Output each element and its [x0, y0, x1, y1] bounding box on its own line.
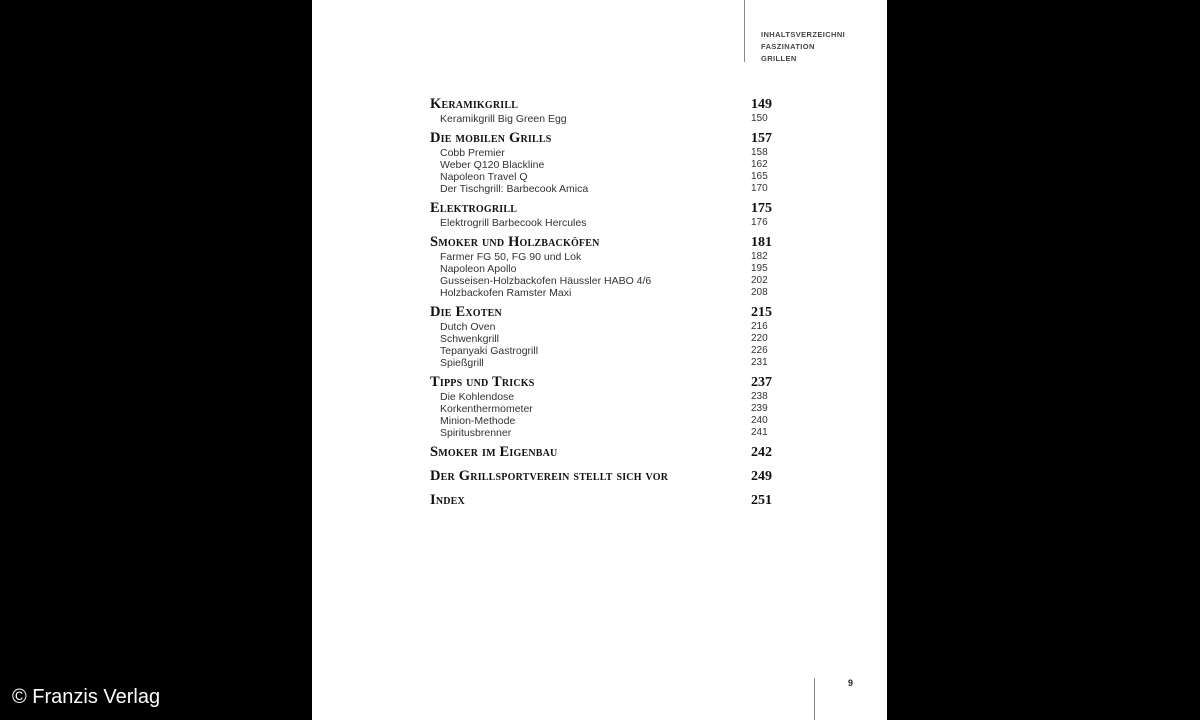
- entry-page-number: 239: [751, 403, 768, 414]
- section-title: Die mobilen Grills: [430, 130, 552, 146]
- entry-title: Napoleon Apollo: [440, 263, 517, 275]
- toc-entry: [430, 391, 775, 403]
- entry-title: Dutch Oven: [440, 321, 496, 333]
- toc-entry: [430, 183, 775, 195]
- toc-section: [430, 304, 775, 369]
- entry-title: Minion-Methode: [440, 415, 516, 427]
- entry-title: Cobb Premier: [440, 147, 505, 159]
- toc-entry: [430, 415, 775, 427]
- entry-title: Elektrogrill Barbecook Hercules: [440, 217, 587, 229]
- toc-section-heading: [430, 444, 775, 461]
- entry-title: Der Tischgrill: Barbecook Amica: [440, 183, 589, 195]
- toc-section: [430, 200, 775, 229]
- entry-page-number: 182: [751, 251, 768, 262]
- entry-page-number: 240: [751, 415, 768, 426]
- running-head-line: INHALTSVERZEICHNI: [761, 30, 846, 39]
- toc-entry: [430, 113, 775, 125]
- toc-entry: [430, 427, 775, 439]
- entry-title: Gusseisen-Holzbackofen Häussler HABO 4/6: [440, 275, 652, 287]
- entry-title: Keramikgrill Big Green Egg: [440, 113, 567, 125]
- entry-page-number: 158: [751, 147, 768, 158]
- toc-entry: [430, 147, 775, 159]
- toc-entry: [430, 275, 775, 287]
- entry-title: Schwenkgrill: [440, 333, 499, 345]
- toc-entry: [430, 333, 775, 345]
- toc-section: [430, 374, 775, 439]
- section-page-number: 242: [751, 445, 772, 460]
- entry-page-number: 241: [751, 427, 768, 438]
- entry-page-number: 226: [751, 345, 768, 356]
- section-page-number: 175: [751, 201, 772, 216]
- toc-section-heading: [430, 234, 775, 251]
- toc-section-heading: [430, 374, 775, 391]
- entry-title: Napoleon Travel Q: [440, 171, 528, 183]
- entry-title: Korkenthermometer: [440, 403, 533, 415]
- entry-title: Farmer FG 50, FG 90 und Lok: [440, 251, 582, 263]
- toc-section-heading: [430, 96, 775, 113]
- entry-title: Spießgrill: [440, 357, 484, 369]
- section-title: Die Exoten: [430, 304, 502, 320]
- toc-section-heading: [430, 304, 775, 321]
- entry-page-number: 150: [751, 113, 768, 124]
- section-title: Tipps und Tricks: [430, 374, 535, 390]
- section-title: Keramikgrill: [430, 96, 519, 112]
- section-page-number: 149: [751, 97, 772, 112]
- page-number: 9: [848, 678, 854, 688]
- section-page-number: 181: [751, 235, 772, 250]
- toc-section-heading: [430, 130, 775, 147]
- section-page-number: 251: [751, 493, 772, 508]
- entry-page-number: 162: [751, 159, 768, 170]
- entry-page-number: 220: [751, 333, 768, 344]
- section-page-number: 249: [751, 469, 772, 484]
- section-page-number: 215: [751, 305, 772, 320]
- section-title: Elektrogrill: [430, 200, 518, 216]
- toc-entry: [430, 287, 775, 299]
- table-of-contents: [430, 96, 775, 516]
- toc-section-heading: [430, 468, 775, 485]
- section-title: Der Grillsportverein stellt sich vor: [430, 468, 669, 484]
- toc-section: [430, 492, 775, 509]
- entry-page-number: 195: [751, 263, 768, 274]
- running-head: [761, 29, 845, 65]
- entry-page-number: 165: [751, 171, 768, 182]
- section-page-number: 237: [751, 375, 772, 390]
- running-head-line: GRILLEN: [761, 54, 797, 63]
- toc-entry: [430, 345, 775, 357]
- entry-page-number: 202: [751, 275, 768, 286]
- toc-section: [430, 130, 775, 195]
- toc-section-heading: [430, 200, 775, 217]
- copyright-notice: © Franzis Verlag: [12, 686, 161, 708]
- section-title: Smoker und Holzbacköfen: [430, 234, 600, 250]
- entry-page-number: 216: [751, 321, 768, 332]
- toc-entry: [430, 251, 775, 263]
- entry-title: Holzbackofen Ramster Maxi: [440, 287, 572, 299]
- entry-page-number: 231: [751, 357, 768, 368]
- entry-page-number: 176: [751, 217, 768, 228]
- section-title: Index: [430, 492, 465, 508]
- toc-entry: [430, 159, 775, 171]
- entry-title: Spiritusbrenner: [440, 427, 512, 439]
- entry-page-number: 238: [751, 391, 768, 402]
- toc-entry: [430, 171, 775, 183]
- toc-entry: [430, 217, 775, 229]
- toc-entry: [430, 357, 775, 369]
- entry-title: Die Kohlendose: [440, 391, 515, 403]
- book-page: [312, 0, 887, 720]
- toc-entry: [430, 263, 775, 275]
- toc-section: [430, 234, 775, 299]
- toc-section: [430, 444, 775, 461]
- toc-entry: [430, 403, 775, 415]
- header-rule: [744, 0, 745, 62]
- running-head-line: FASZINATION: [761, 42, 815, 51]
- toc-section: [430, 468, 775, 485]
- section-page-number: 157: [751, 131, 772, 146]
- entry-title: Weber Q120 Blackline: [440, 159, 545, 171]
- entry-page-number: 208: [751, 287, 768, 298]
- section-title: Smoker im Eigenbau: [430, 444, 558, 460]
- toc-section: [430, 96, 775, 125]
- entry-page-number: 170: [751, 183, 768, 194]
- entry-title: Tepanyaki Gastrogrill: [440, 345, 539, 357]
- toc-section-heading: [430, 492, 775, 509]
- toc-entry: [430, 321, 775, 333]
- footer-rule: [814, 678, 815, 720]
